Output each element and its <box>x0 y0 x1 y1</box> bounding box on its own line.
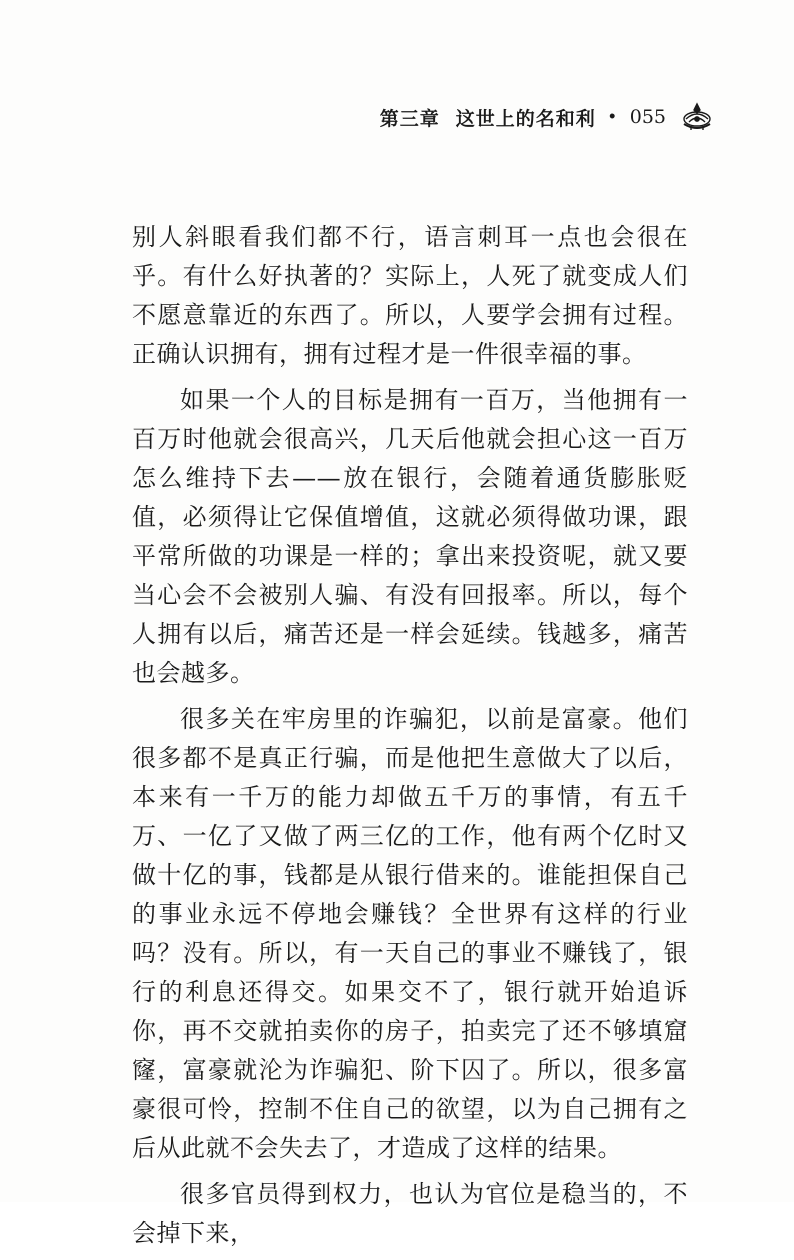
paragraph-2: 如果一个人的目标是拥有一百万，当他拥有一百万时他就会很高兴，几天后他就会担心这一百万怎么维持下去——放在银行，会随着通货膨胀贬值，必须得让它保值增值，这就必须得做功课，跟平常所做的功课是一样的；拿出来投资呢，就又要当心会不会被别人骗、有没有回报率。所以，每个人拥有以后，痛苦还是一样会延续。钱越多，痛苦也会越多。 <box>132 386 688 687</box>
lotus-emblem-icon <box>680 100 714 134</box>
running-header <box>380 100 714 134</box>
paragraph-3: 很多关在牢房里的诈骗犯，以前是富豪。他们很多都不是真正行骗，而是他把生意做大了以后，本来有一千万的能力却做五千万的事情，有五千万、一亿了又做了两三亿的工作，他有两个亿时又做十亿的事，钱都是从银行借来的。谁能担保自己的事业永远不停地会赚钱？全世界有这样的行业吗？没有。所以，有一天自己的事业不赚钱了，银行的利息还得交。如果交不了，银行就开始追诉你，再不交就拍卖你的房子，拍卖完了还不够填窟窿，富豪就沦为诈骗犯、阶下囚了。所以，很多富豪很可怜，控制不住自己的欲望，以为自己拥有之后从此就不会失去了，才造成了这样的结果。 <box>132 705 688 1162</box>
page-number: 055 <box>629 106 666 128</box>
chapter-label: 第三章 <box>379 107 440 130</box>
chapter-title: 这世上的名和利 <box>455 107 596 130</box>
paragraph-4: 很多官员得到权力，也认为官位是稳当的，不会掉下来， <box>132 1180 688 1247</box>
paragraph-1: 别人斜眼看我们都不行，语言刺耳一点也会很在乎。有什么好执著的？实际上，人死了就变成人们不愿意靠近的东西了。所以，人要学会拥有过程。正确认识拥有，拥有过程才是一件很幸福的事。 <box>132 223 688 368</box>
body-text <box>132 218 688 1260</box>
header-bullet: • <box>607 109 618 125</box>
